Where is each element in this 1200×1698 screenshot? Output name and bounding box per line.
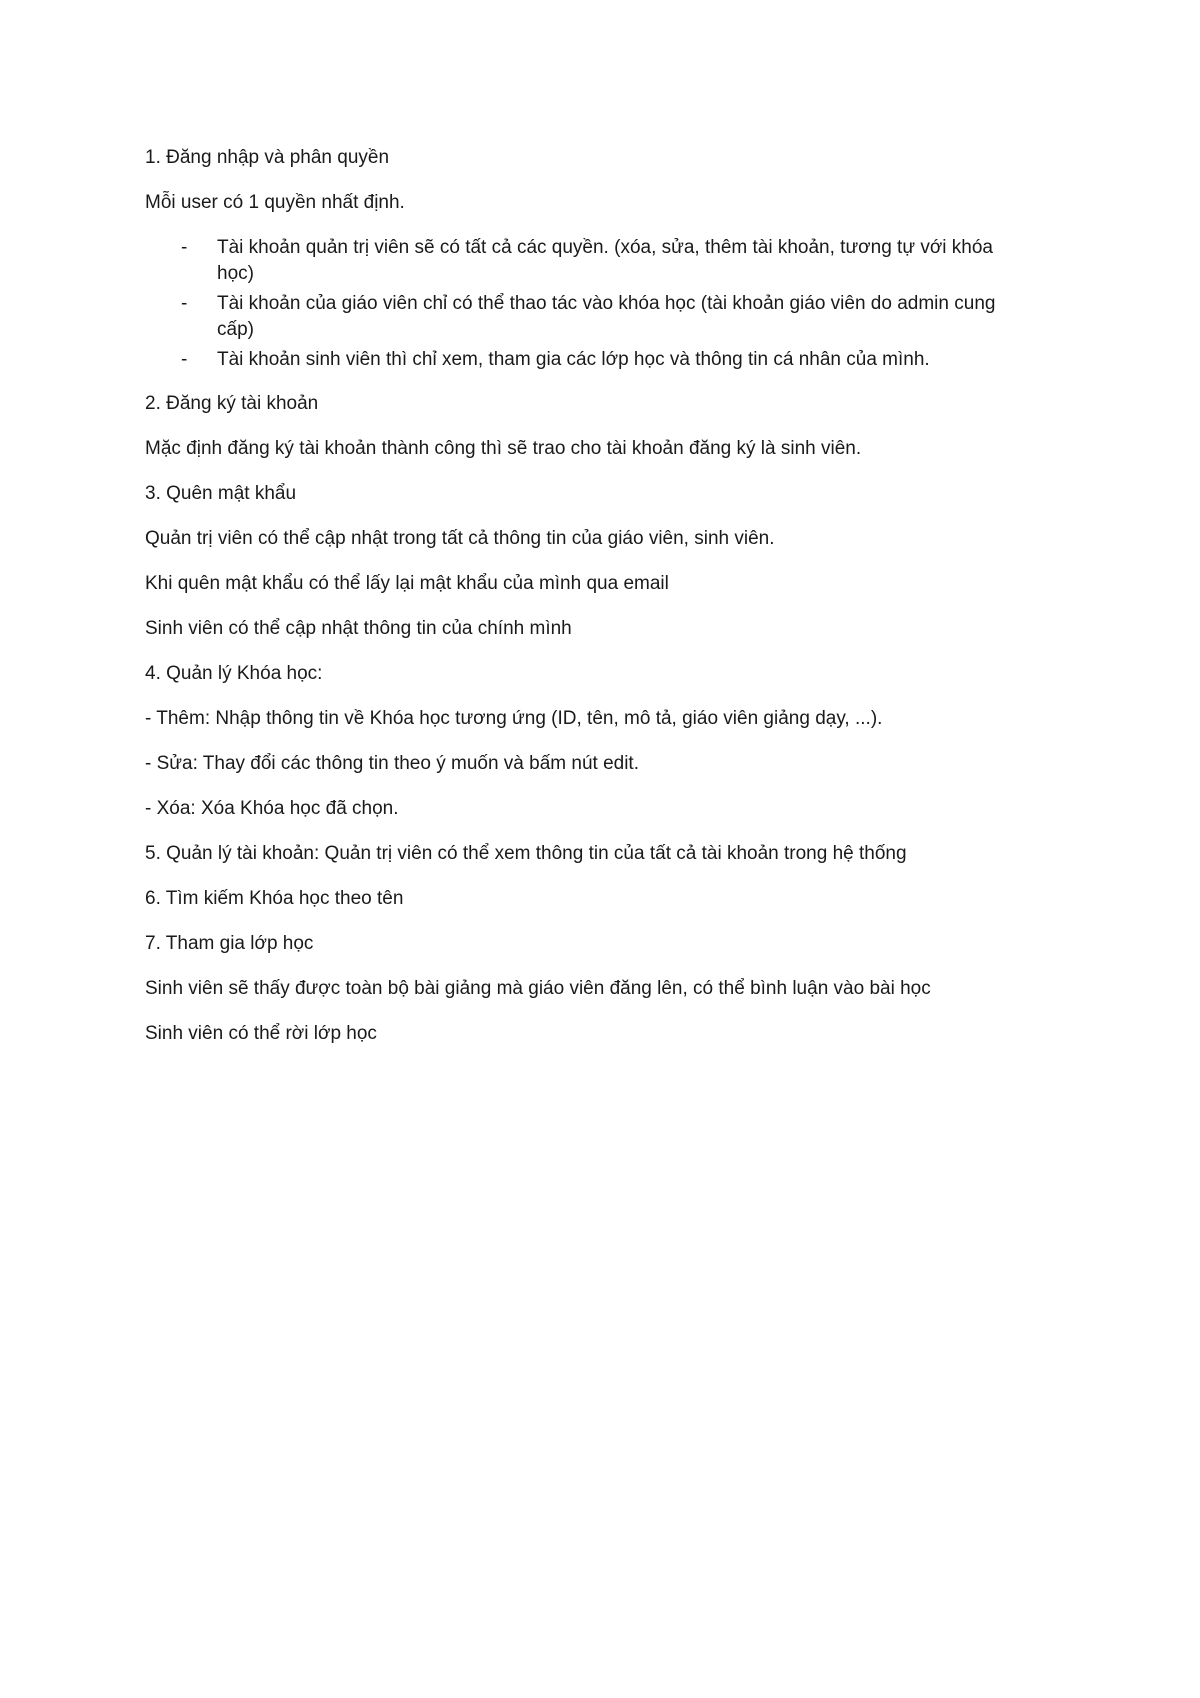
section-4-heading: 4. Quản lý Khóa học: bbox=[145, 663, 323, 684]
bullet-teacher-account bbox=[145, 291, 1017, 343]
section-2-text: Mặc định đăng ký tài khoản thành công thì sẽ trao cho tài khoản đăng ký là sinh viên. bbox=[145, 438, 862, 459]
section-3-text-admin: Quản trị viên có thể cập nhật trong tất cả thông tin của giáo viên, sinh viên. bbox=[145, 528, 775, 549]
section-5-heading: 5. Quản lý tài khoản: Quản trị viên có thể xem thông tin của tất cả tài khoản trong hệ thống bbox=[145, 843, 907, 864]
bullet-text: Tài khoản sinh viên thì chỉ xem, tham gia các lớp học và thông tin cá nhân của mình. bbox=[217, 349, 930, 370]
section-1-text: Mỗi user có 1 quyền nhất định. bbox=[145, 192, 405, 213]
section-4-add: - Thêm: Nhập thông tin về Khóa học tương ứng (ID, tên, mô tả, giáo viên giảng dạy, ...). bbox=[145, 708, 883, 729]
section-3-heading: 3. Quên mật khẩu bbox=[145, 483, 297, 504]
section-6-heading: 6. Tìm kiếm Khóa học theo tên bbox=[145, 888, 404, 909]
bullet-admin-account bbox=[145, 235, 1017, 287]
bullet-text: Tài khoản của giáo viên chỉ có thể thao tác vào khóa học (tài khoản giáo viên do admin cung cấp) bbox=[217, 293, 996, 340]
document-page bbox=[145, 145, 1065, 1066]
section-7-text-leave: Sinh viên có thể rời lớp học bbox=[145, 1023, 377, 1044]
section-1-bullet-list bbox=[145, 235, 1065, 373]
section-3-text-student: Sinh viên có thể cập nhật thông tin của chính mình bbox=[145, 618, 572, 639]
bullet-dash: - bbox=[181, 293, 188, 314]
section-7-text-lectures: Sinh viên sẽ thấy được toàn bộ bài giảng mà giáo viên đăng lên, có thể bình luận vào bài học bbox=[145, 978, 931, 999]
section-4-delete: - Xóa: Xóa Khóa học đã chọn. bbox=[145, 798, 399, 819]
section-1-heading: 1. Đăng nhập và phân quyền bbox=[145, 147, 390, 168]
bullet-dash: - bbox=[181, 237, 188, 258]
bullet-dash: - bbox=[181, 349, 188, 370]
section-4-edit: - Sửa: Thay đổi các thông tin theo ý muốn và bấm nút edit. bbox=[145, 753, 639, 774]
section-2-heading: 2. Đăng ký tài khoản bbox=[145, 393, 319, 414]
section-7-heading: 7. Tham gia lớp học bbox=[145, 933, 314, 954]
bullet-student-account bbox=[145, 347, 1017, 373]
section-3-text-forgot: Khi quên mật khẩu có thể lấy lại mật khẩu của mình qua email bbox=[145, 573, 669, 594]
bullet-text: Tài khoản quản trị viên sẽ có tất cả các quyền. (xóa, sửa, thêm tài khoản, tương tự với khóa học) bbox=[217, 237, 993, 284]
